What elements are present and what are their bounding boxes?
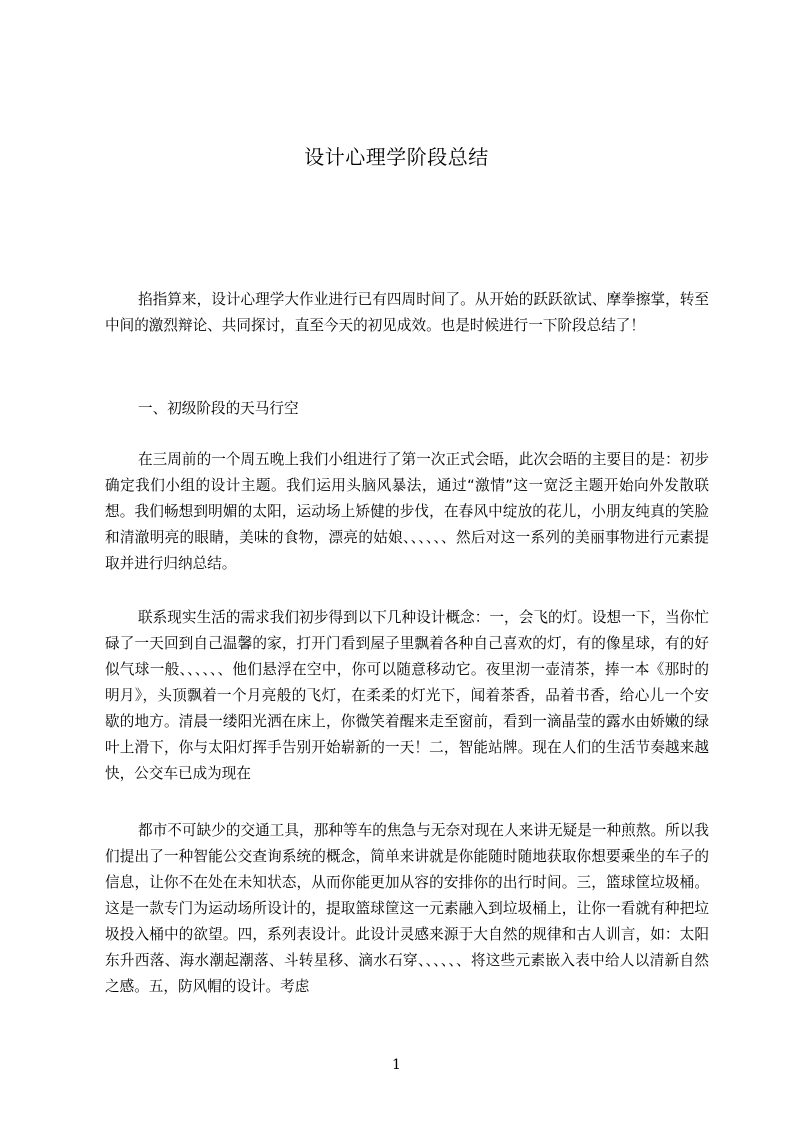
intro-paragraph: 掐指算来，设计心理学大作业进行已有四周时间了。从开始的跃跃欲试、摩拳擦掌，转至中间的激烈辩论、共同探讨，直至今天的初见成效。也是时候进行一下阶段总结了！	[105, 291, 709, 334]
section-heading: 一、初级阶段的天马行空	[138, 400, 299, 417]
body-paragraph-3: 都市不可缺少的交通工具，那种等车的焦急与无奈对现在人来讲无疑是一种煎熬。所以我们提出了一种智能公交查询系统的概念，简单来讲就是你能随时随地获取你想要乘坐的车子的信息，让你不在处在未知状态，从而你能更加从容的安排你的出行时间。三，篮球筐垃圾桶。这是一款专门为运动场所设计的，提取篮球筐这一元素融入到垃圾桶上，让你一看就有种把垃圾投入桶中的欲望。四，系列表设计。此设计灵感来源于大自然的规律和古人训言，如：太阳东升西落、海水潮起潮落、斗转星移、滴水石穿、、、、、、将这些元素嵌入表中给人以清新自然之感。五，防风帽的设计。考虑	[105, 822, 709, 995]
body-paragraph-1: 在三周前的一个周五晚上我们小组进行了第一次正式会晤，此次会晤的主要目的是：初步确定我们小组的设计主题。我们运用头脑风暴法，通过“激情”这一宽泛主题开始向外发散联想。我们畅想到明媚的太阳，运动场上矫健的步伐，在春风中绽放的花儿，小朋友纯真的笑脸和清澈明亮的眼睛，美味的食物，漂亮的姑娘、、、、、、然后对这一系列的美丽事物进行元素提取并进行归纳总结。	[105, 451, 709, 572]
document-title: 设计心理学阶段总结	[304, 145, 489, 169]
page-number: 1	[392, 1057, 401, 1073]
body-paragraph-2: 联系现实生活的需求我们初步得到以下几种设计概念：一，会飞的灯。设想一下，当你忙碌了一天回到自己温馨的家，打开门看到屋子里飘着各种自己喜欢的灯，有的像星球，有的好似气球一般、、、、、、他们悬浮在空中，你可以随意移动它。夜里沏一壶清茶，捧一本《那时的明月》，头顶飘着一个月亮般的飞灯，在柔柔的灯光下，闻着茶香，品着书香，给心儿一个安歇的地方。清晨一缕阳光洒在床上，你微笑着醒来走至窗前，看到一滴晶莹的露水由娇嫩的绿叶上滑下，你与太阳灯挥手告别开始崭新的一天！二，智能站牌。现在人们的生活节奏越来越快，公交车已成为现在	[105, 609, 709, 782]
